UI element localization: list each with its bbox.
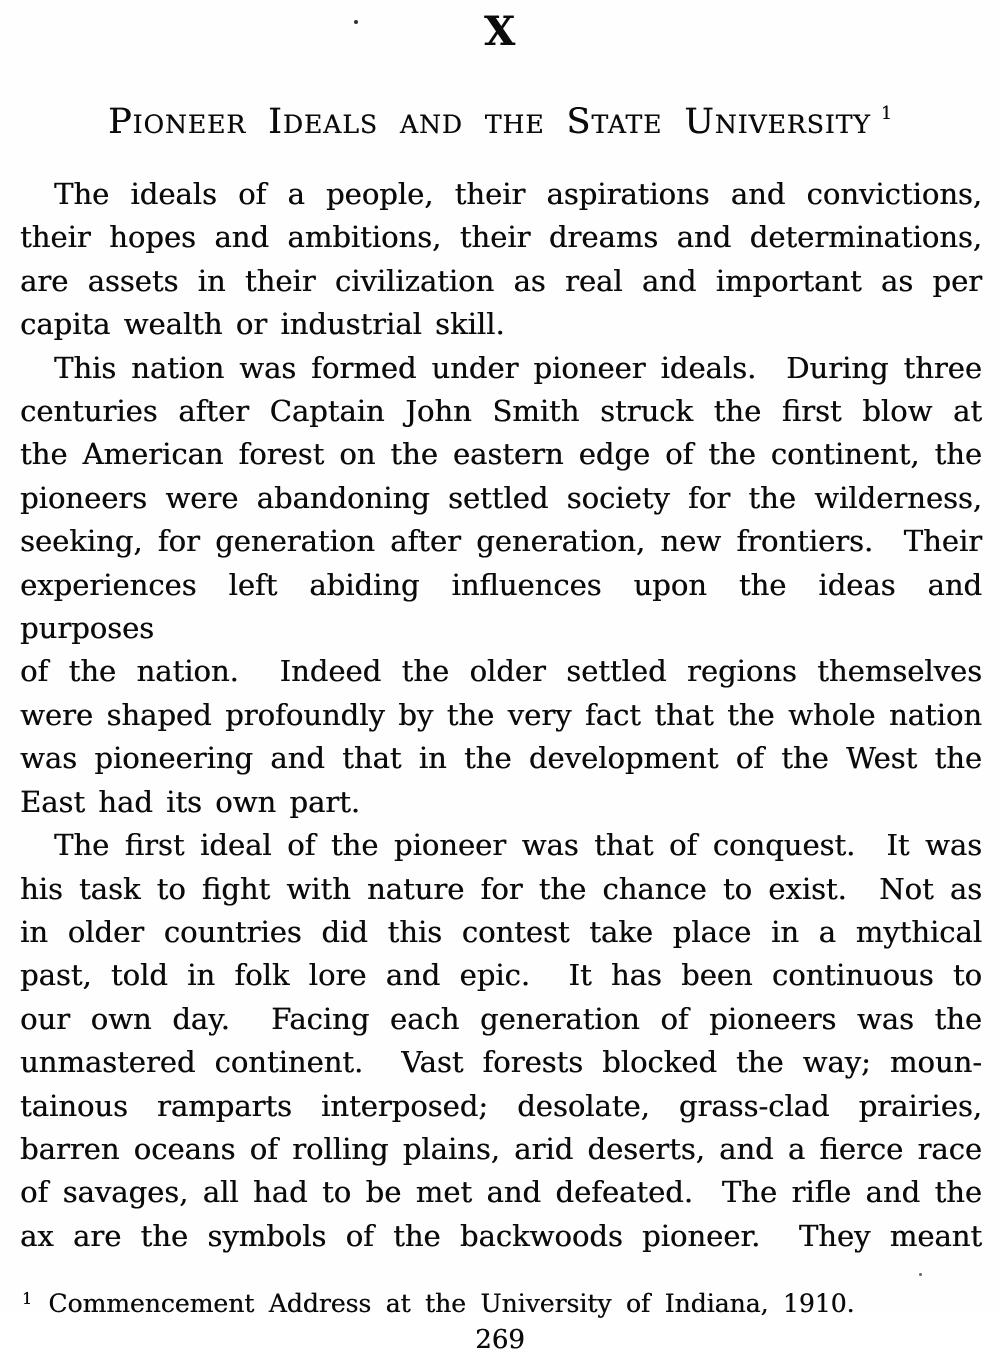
text-line: The ideals of a people, their aspirations and convictions, [54, 177, 982, 211]
footnote-mark: 1 [22, 1290, 32, 1309]
chapter-number: X [483, 8, 517, 55]
footnote-text: Commencement Address at the University of Indiana, 1910. [33, 1289, 855, 1319]
chapter-title-text: Pioneer Ideals and the State University [108, 102, 871, 142]
text-line: experiences left abiding influences upon the ideas and purposes [20, 567, 982, 646]
text-line: his task to fight with nature for the chance to exist. Not as [20, 871, 982, 906]
text-line: pioneers were abandoning settled society for the wilderness, [20, 480, 982, 515]
text-line: the American forest on the eastern edge of the continent, the [20, 437, 982, 472]
text-line: were shaped profoundly by the very fact that the whole nation [20, 697, 982, 732]
title-footnote-reference-mark: 1 [880, 104, 892, 124]
text-line: tainous ramparts interposed; desolate, grass-clad prairies, [20, 1088, 982, 1123]
text-line: ax are the symbols of the backwoods pioneer. They meant [20, 1218, 982, 1253]
text-line: past, told in folk lore and epic. It has been continuous to [20, 958, 982, 993]
footnote [22, 1284, 982, 1319]
text-line: unmastered continent. Vast forests blocked the way; moun- [20, 1045, 982, 1080]
scan-speck [354, 20, 358, 24]
text-line: seeking, for generation after generation, new frontiers. Their [20, 524, 982, 559]
text-line: This nation was formed under pioneer ideals. During three [54, 350, 982, 385]
text-line: The first ideal of the pioneer was that of conquest. It was [54, 828, 982, 863]
text-line: are assets in their civilization as real and important as per [20, 263, 982, 298]
text-line: capita wealth or industrial skill. [20, 307, 505, 342]
text-line: of the nation. Indeed the older settled regions themselves [20, 654, 982, 689]
text-line: centuries after Captain John Smith struck the first blow at [20, 394, 982, 429]
text-line: was pioneering and that in the development of the West the [20, 741, 982, 776]
chapter-title [0, 94, 1000, 142]
text-line: their hopes and ambitions, their dreams and determinations, [20, 220, 982, 255]
text-line: barren oceans of rolling plains, arid deserts, and a fierce race [20, 1131, 982, 1166]
text-line: our own day. Facing each generation of pioneers was the [20, 1001, 982, 1036]
text-line: East had its own part. [20, 784, 360, 819]
text-line: in older countries did this contest take place in a mythical [20, 914, 982, 949]
text-line: of savages, all had to be met and defeated. The rifle and the [20, 1175, 982, 1210]
body-text [20, 173, 982, 1258]
page-number: 269 [475, 1325, 525, 1355]
scan-speck [919, 1273, 922, 1276]
